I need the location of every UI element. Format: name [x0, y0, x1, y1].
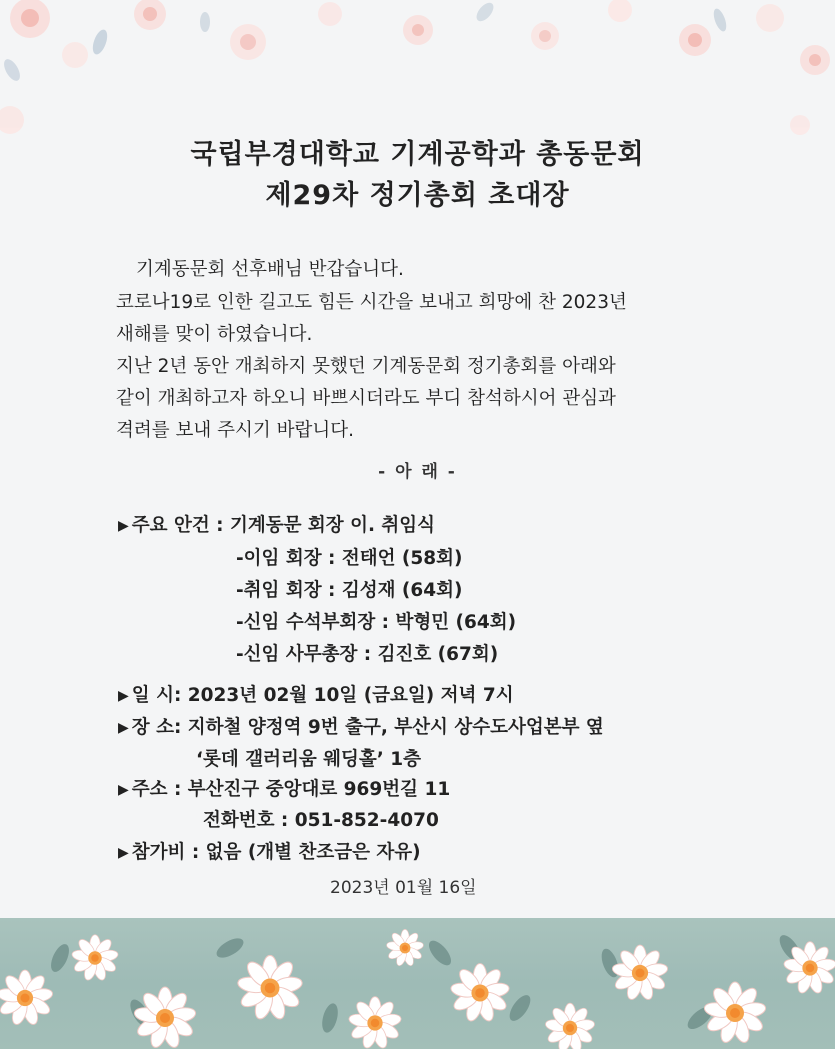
- body-line: 격려를 보내 주시기 바랍니다.: [116, 420, 354, 441]
- top-floral-decoration: [0, 0, 835, 140]
- fee-text: 참가비 : 없음 (개별 찬조금은 자유): [131, 842, 421, 863]
- agenda-label: 주요 안건 : 기계동문 회장 이. 취임식: [131, 515, 436, 536]
- body-line: 같이 개최하고자 하오니 바쁘시더라도 부디 참석하시어 관심과: [116, 388, 616, 409]
- arrow-icon: ▶: [118, 518, 129, 534]
- place-item: [118, 713, 604, 739]
- daisy-pattern: [0, 918, 835, 1049]
- fee-item: [118, 838, 421, 864]
- arrow-icon: ▶: [118, 720, 129, 736]
- body-line: 새해를 맞이 하였습니다.: [116, 324, 313, 345]
- invitation-title: 국립부경대학교 기계공학과 총동문회: [190, 139, 645, 170]
- invitation-subtitle: 제29차 정기총회 초대장: [265, 180, 570, 211]
- agenda-sub-item: -취임 회장 : 김성재 (64회): [236, 580, 463, 601]
- top-flower-left: [0, 0, 166, 134]
- agenda-item: [118, 511, 435, 537]
- address-text: 주소 : 부산진구 중앙대로 969번길 11: [131, 779, 451, 800]
- daisy-flowers: [0, 929, 835, 1049]
- arrow-icon: ▶: [118, 782, 129, 798]
- bottom-floral-band: [0, 918, 835, 1049]
- place-detail: ‘롯데 갤러리움 웨딩홀’ 1층: [196, 749, 421, 770]
- datetime-text: 일 시: 2023년 02월 10일 (금요일) 저녁 7시: [131, 685, 514, 706]
- body-line: 코로나19로 인한 길고도 힘든 시간을 보내고 희망에 찬 2023년: [116, 292, 627, 313]
- issue-date: 2023년 01월 16일: [330, 878, 477, 898]
- place-text: 장 소: 지하철 양정역 9번 출구, 부산시 상수도사업본부 옆: [131, 717, 604, 738]
- agenda-sub-item: -이임 회장 : 전태언 (58회): [236, 548, 463, 569]
- arrow-icon: ▶: [118, 845, 129, 861]
- body-line: 기계동문회 선후배님 반갑습니다.: [136, 259, 404, 280]
- agenda-sub-item: -신임 수석부회장 : 박형민 (64회): [236, 612, 517, 633]
- phone-number: 전화번호 : 051-852-4070: [203, 810, 439, 831]
- address-item: [118, 775, 450, 801]
- top-flower-middle: [230, 2, 559, 60]
- agenda-sub-item: -신임 사무총장 : 김진호 (67회): [236, 644, 499, 665]
- arrow-icon: ▶: [118, 688, 129, 704]
- body-line: 지난 2년 동안 개최하지 못했던 기계동문회 정기총회를 아래와: [116, 356, 616, 377]
- notice-heading: - 아 래 -: [378, 462, 457, 482]
- datetime-item: [118, 681, 514, 707]
